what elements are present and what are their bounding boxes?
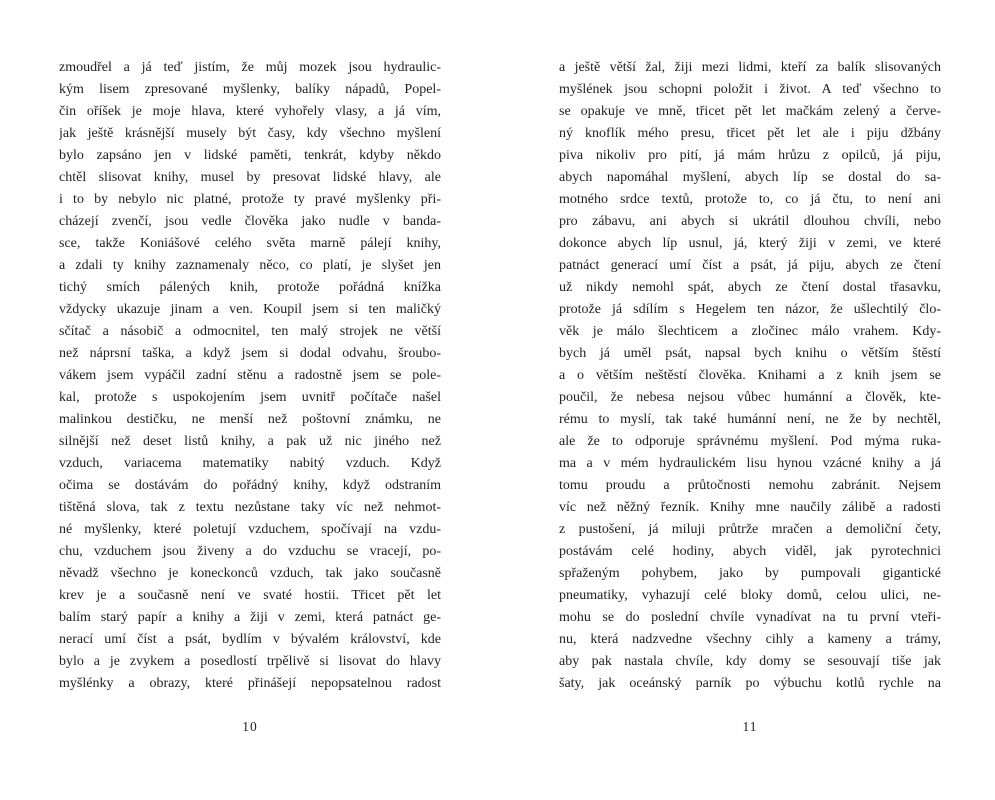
text-line: dokonce abych líp usnul, já, který žiji v zemi, ve které bbox=[559, 236, 941, 251]
text-line: sce, takže Koniášové celého světa marně pálejí knihy, bbox=[59, 236, 441, 251]
page-right-text bbox=[559, 57, 941, 695]
text-line: a ještě větší žal, žiji mezi lidmi, kteří za balík slisovaných bbox=[559, 60, 941, 75]
text-line: bylo zapsáno jen v lidské paměti, tenkrát, kdyby někdo bbox=[59, 148, 441, 163]
page-number-right: 11 bbox=[742, 719, 758, 734]
text-line: piva nikoliv pro pití, já mám hrůzu z opilců, já piju, bbox=[559, 148, 941, 163]
text-line: pneumatiky, vyhazují celé bloky domů, celou ulici, ne- bbox=[559, 588, 941, 603]
text-line: sčítač a násobič a odmocnitel, ten malý strojek ne větší bbox=[59, 324, 441, 339]
text-line: balím starý papír a knihy a žiji v zemi, která patnáct ge- bbox=[59, 610, 441, 625]
text-line: malinkou destičku, ne menší než poštovní známku, ne bbox=[59, 412, 441, 427]
text-line: mohu se do poslední chvíle vynadívat na tu první vteři- bbox=[559, 610, 941, 625]
text-line: a o větším neštěstí člověka. Knihami a z knih jsem se bbox=[559, 368, 941, 383]
text-line: chu, vzduchem jsou živeny a do vzduchu se vracejí, po- bbox=[59, 544, 441, 559]
text-line: zmoudřel a já teď jistím, že můj mozek jsou hydraulic- bbox=[59, 60, 441, 75]
page-left bbox=[59, 57, 441, 735]
text-line: něvadž všechno je koneckonců vzduch, tak jako současně bbox=[59, 566, 441, 581]
text-line: ný knoflík mého presu, třicet pět let ale i piju džbány bbox=[559, 126, 941, 141]
text-line: ale že to odporuje správnému myšlení. Pod mýma ruka- bbox=[559, 434, 941, 449]
text-line: myšlének jsou schopni položit i život. A teď všechno to bbox=[559, 82, 941, 97]
text-line: ma a v mém hydraulickém lisu hynou vzácné knihy a já bbox=[559, 456, 941, 471]
text-line: už nikdy nemohl spát, abych ze čtení dostal třasavku, bbox=[559, 280, 941, 295]
text-line: vákem jsem vypáčil zadní stěnu a radostně jsem se pole- bbox=[59, 368, 441, 383]
text-line: patnáct generací umí číst a psát, já piju, abych ze čtení bbox=[559, 258, 941, 273]
text-line: myšlénky a obrazy, které přinášejí nepopsatelnou radost bbox=[59, 676, 441, 691]
text-line: abych napomáhal myšlení, abych líp se dostal do sa- bbox=[559, 170, 941, 185]
text-line: očima se dostávám do pořádný knihy, když odstraním bbox=[59, 478, 441, 493]
text-line: né myšlenky, které poletují vzduchem, spočívají na vzdu- bbox=[59, 522, 441, 537]
text-line: vždycky ukazuje jinam a ven. Koupil jsem si ten maličký bbox=[59, 302, 441, 317]
text-line: pro zábavu, ani abych si ukrátil dlouhou chvíli, nebo bbox=[559, 214, 941, 229]
text-line: čin oříšek je moje hlava, které vyhořely vlasy, a já vím, bbox=[59, 104, 441, 119]
text-line: tichý smích pálených knih, protože pořádná knížka bbox=[59, 280, 441, 295]
text-line: šaty, jak oceánský parník po výbuchu kotlů rychle na bbox=[559, 676, 941, 691]
text-line: aby pak nastala chvíle, kdy domy se sesouvají tiše jak bbox=[559, 654, 941, 669]
text-line: víc než něžný řezník. Knihy mne naučily zálibě a radosti bbox=[559, 500, 941, 515]
text-line: než náprsní taška, a když jsem si dodal odvahu, šroubo- bbox=[59, 346, 441, 361]
page-right bbox=[559, 57, 941, 735]
text-line: cházejí zvenčí, jsou vedle člověka jako nudle v banda- bbox=[59, 214, 441, 229]
text-line: postávám celé hodiny, abych viděl, jak pyrotechnici bbox=[559, 544, 941, 559]
text-line: bych já uměl psát, napsal bych knihu o větším štěstí bbox=[559, 346, 941, 361]
text-line: bylo a je zvykem a posedlostí trpělivě si lisovat do hlavy bbox=[59, 654, 441, 669]
text-line: vzduch, variacema matematiky nabitý vzduch. Když bbox=[59, 456, 441, 471]
text-line: motného srdce textů, protože to, co já čtu, to není ani bbox=[559, 192, 941, 207]
text-line: spřaženým pohybem, jako by pumpovali gigantické bbox=[559, 566, 941, 581]
text-line: tomu proudu a průtočnosti nemohu zabránit. Nejsem bbox=[559, 478, 941, 493]
text-line: z pustošení, já miluji průtrže mračen a demoliční čety, bbox=[559, 522, 941, 537]
text-line: jak ještě krásnější musely být časy, kdy všechno myšlení bbox=[59, 126, 441, 141]
text-line: věk je málo šlechticem a zločinec málo vrahem. Kdy- bbox=[559, 324, 941, 339]
text-line: nu, která nadzvedne všechny cihly a kameny a trámy, bbox=[559, 632, 941, 647]
text-line: nerací umí číst a psát, bydlím v bývalém království, kde bbox=[59, 632, 441, 647]
text-line: protože já sdílím s Hegelem ten názor, že ušlechtilý člo- bbox=[559, 302, 941, 317]
text-line: rému to myslí, tak také humánní není, ne že by nechtěl, bbox=[559, 412, 941, 427]
text-line: silnější než deset listů knihy, a pak už nic jiného než bbox=[59, 434, 441, 449]
text-line: tištěná slova, tak z textu nezůstane taky víc než nehmot- bbox=[59, 500, 441, 515]
text-line: poučil, že nebesa nejsou vůbec humánní a člověk, kte- bbox=[559, 390, 941, 405]
page-left-text bbox=[59, 57, 441, 695]
text-line: chtěl slisovat knihy, musel by presovat lidské hlavy, ale bbox=[59, 170, 441, 185]
text-line: kal, protože s uspokojením jsem uvnitř počítače našel bbox=[59, 390, 441, 405]
text-line: i to by nebylo nic platné, protože ty pravé myšlenky při- bbox=[59, 192, 441, 207]
text-line: se opakuje ve mně, třicet pět let mačkám zelený a červe- bbox=[559, 104, 941, 119]
page-number-left: 10 bbox=[242, 719, 258, 734]
text-line: a zdali ty knihy zaznamenaly něco, co platí, je slyšet jen bbox=[59, 258, 441, 273]
text-line: krev je a současně není ve svaté hostii. Třicet pět let bbox=[59, 588, 441, 603]
text-line: kým lisem zpresované myšlenky, balíky nápadů, Popel- bbox=[59, 82, 441, 97]
